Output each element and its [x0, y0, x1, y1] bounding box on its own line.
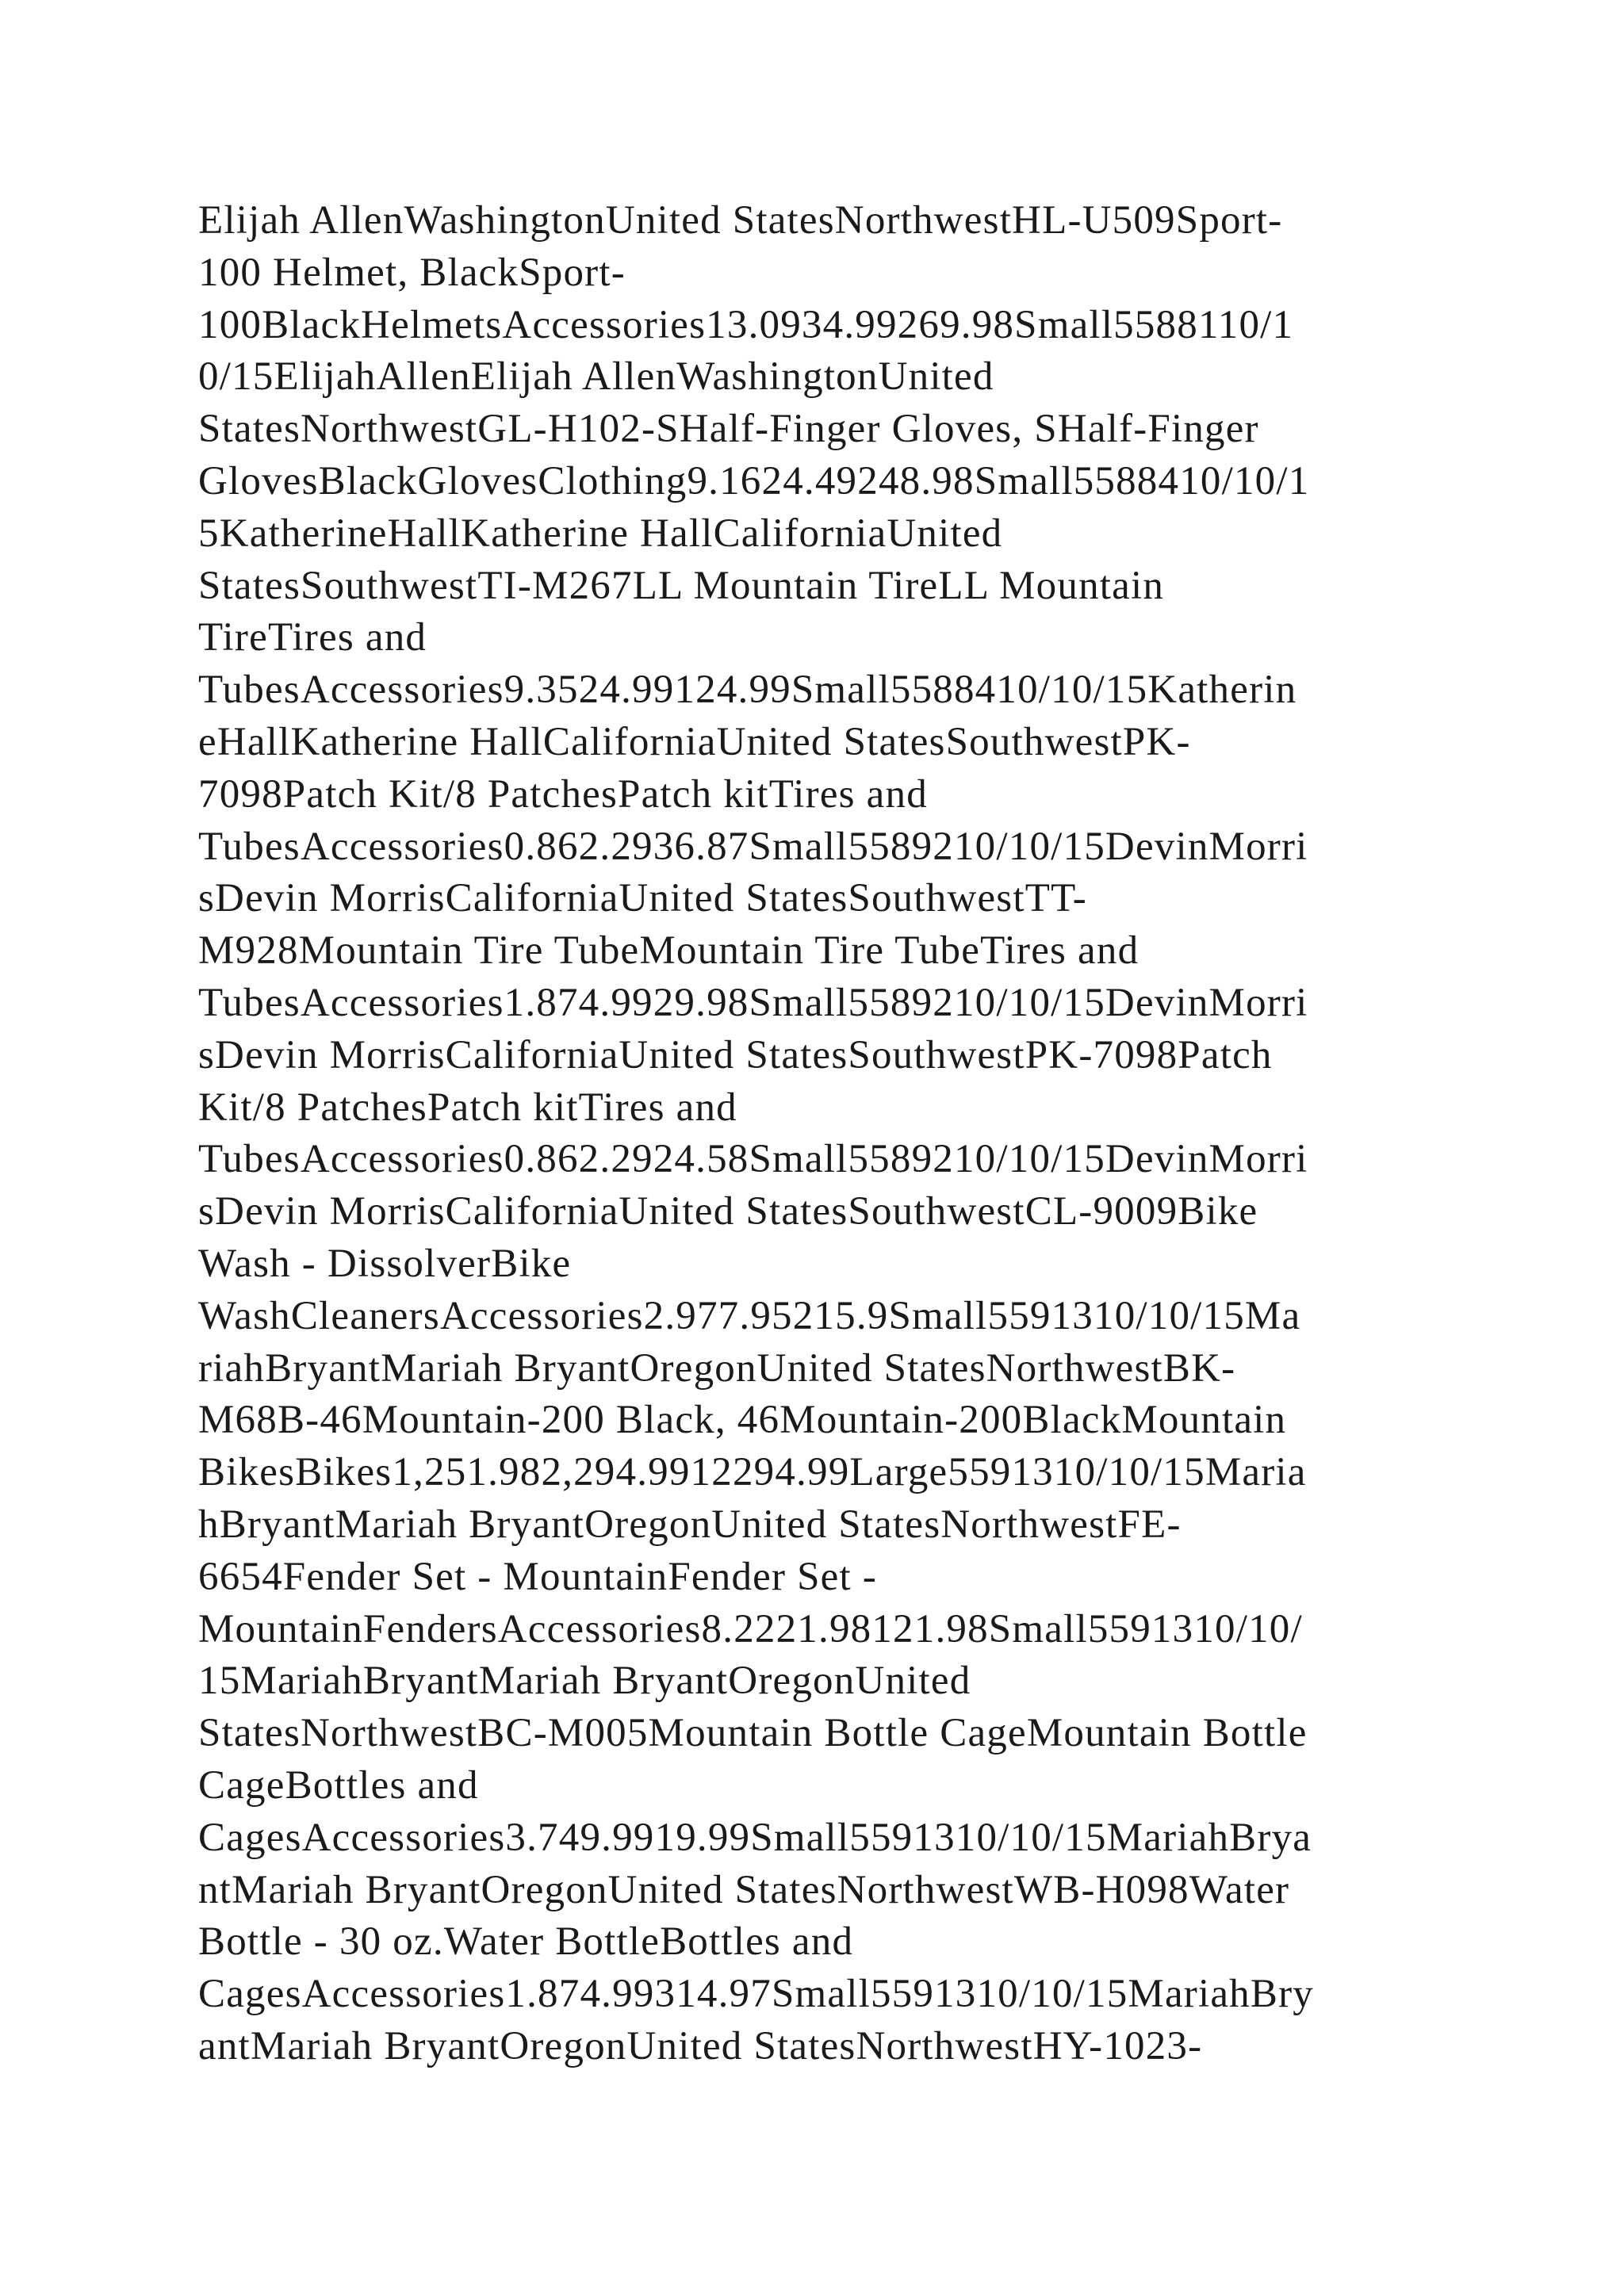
text-line: eHallKatherine HallCaliforniaUnited StatesSouthwestPK- [198, 719, 1191, 764]
text-line: 7098Patch Kit/8 PatchesPatch kitTires and [198, 771, 928, 817]
text-line: M928Mountain Tire TubeMountain Tire TubeTires and [198, 928, 1139, 974]
text-line: Kit/8 PatchesPatch kitTires and [198, 1085, 737, 1130]
text-line: sDevin MorrisCaliforniaUnited StatesSouthwestTT- [198, 876, 1087, 921]
text-line: antMariah BryantOregonUnited StatesNorthwestHY-1023- [198, 2023, 1203, 2068]
text-line: StatesNorthwestBC-M005Mountain Bottle CageMountain Bottle [198, 1711, 1308, 1756]
text-line: sDevin MorrisCaliforniaUnited StatesSouthwestPK-7098Patch [198, 1032, 1273, 1077]
text-line: riahBryantMariah BryantOregonUnited StatesNorthwestBK- [198, 1345, 1236, 1391]
text-line: TireTires and [198, 615, 427, 660]
text-line: CagesAccessories3.749.9919.99Small5591310/10/15MariahBrya [198, 1815, 1312, 1860]
text-line: GlovesBlackGlovesClothing9.1624.49248.98Small5588410/10/1 [198, 458, 1310, 503]
text-line: M68B-46Mountain-200 Black, 46Mountain-200BlackMountain [198, 1398, 1287, 1443]
text-line: TubesAccessories0.862.2924.58Small5589210/10/15DevinMorri [198, 1137, 1308, 1182]
text-line: ntMariah BryantOregonUnited StatesNorthwestWB-H098Water [198, 1867, 1290, 1912]
text-line: CageBottles and [198, 1762, 479, 1808]
text-line: TubesAccessories9.3524.99124.99Small5588410/10/15Katherin [198, 668, 1297, 713]
text-line: TubesAccessories1.874.9929.98Small5589210/10/15DevinMorri [198, 980, 1308, 1025]
text-line: MountainFendersAccessories8.2221.98121.98Small5591310/10/ [198, 1606, 1303, 1651]
text-line: 15MariahBryantMariah BryantOregonUnited [198, 1659, 971, 1704]
text-line: 100BlackHelmetsAccessories13.0934.99269.98Small5588110/1 [198, 302, 1294, 347]
text-line: TubesAccessories0.862.2936.87Small5589210/10/15DevinMorri [198, 824, 1308, 869]
text-line: 100 Helmet, BlackSport- [198, 250, 626, 295]
text-line: Bottle - 30 oz.Water BottleBottles and [198, 1919, 854, 1965]
text-line: BikesBikes1,251.982,294.9912294.99Large5591310/10/15Maria [198, 1450, 1307, 1495]
text-line: CagesAccessories1.874.99314.97Small5591310/10/15MariahBry [198, 1972, 1314, 2017]
text-line: Wash - DissolverBike [198, 1241, 572, 1286]
text-line: sDevin MorrisCaliforniaUnited StatesSouthwestCL-9009Bike [198, 1189, 1258, 1234]
text-line: hBryantMariah BryantOregonUnited StatesNorthwestFE- [198, 1502, 1182, 1547]
text-line: Elijah AllenWashingtonUnited StatesNorthwestHL-U509Sport- [198, 198, 1283, 243]
text-line: 6654Fender Set - MountainFender Set - [198, 1554, 878, 1599]
text-line: StatesSouthwestTI-M267LL Mountain TireLL Mountain [198, 563, 1165, 608]
text-line: 5KatherineHallKatherine HallCaliforniaUnited [198, 511, 1003, 556]
text-line: 0/15ElijahAllenElijah AllenWashingtonUnited [198, 354, 994, 400]
text-line: StatesNorthwestGL-H102-SHalf-Finger Gloves, SHalf-Finger [198, 407, 1259, 452]
document-body-text [198, 195, 1483, 2073]
text-line: WashCleanersAccessories2.977.95215.9Small5591310/10/15Ma [198, 1293, 1301, 1338]
